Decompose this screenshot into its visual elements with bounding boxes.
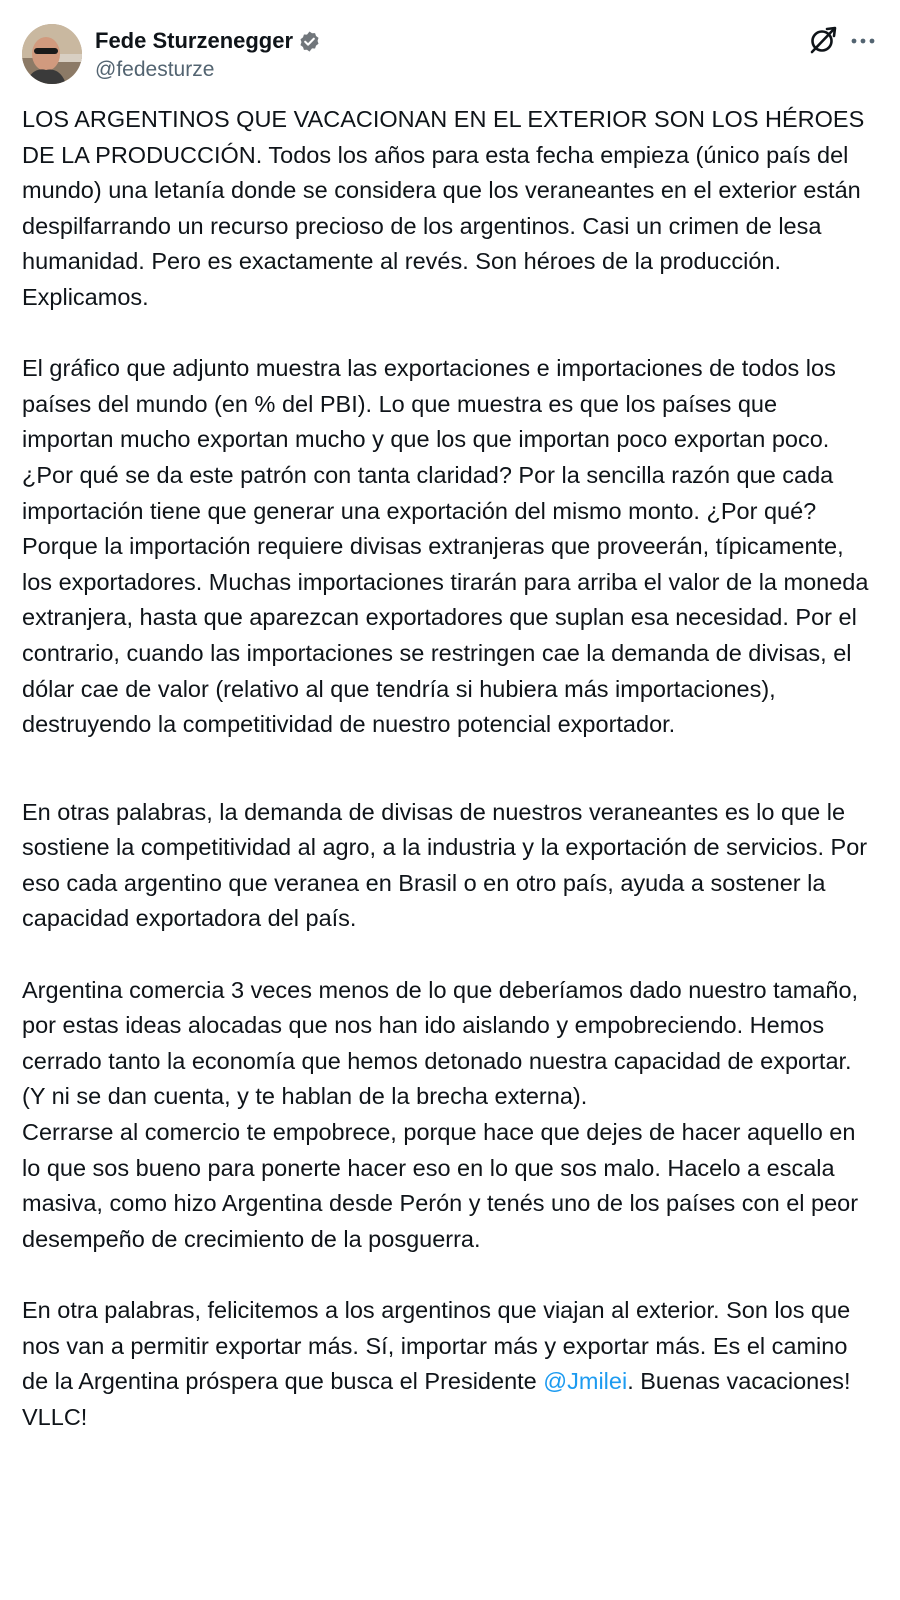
mention-link[interactable]: @Jmilei [543, 1368, 628, 1395]
post-paragraph-1: LOS ARGENTINOS QUE VACACIONAN EN EL EXTERIOR SON LOS HÉROES DE LA PRODUCCIÓN. Todos los años para esta fecha empieza (único país del mundo) una letanía donde se considera que los veraneantes en el exterior están despilfarrando un recurso precioso de los argentinos. Casi un crimen de lesa humanidad. Pero es exactamente al revés. Son héroes de la producción. Explicamos. [22, 106, 865, 310]
paragraph-gap [22, 937, 872, 973]
post-paragraph-6-text: En otra palabras, felicitemos a los argentinos que viajan al exterior. Son los que nos van a permitir exportar más. Sí, importar más y exportar más. Es el camino de la Argentina próspera que busca el Presidente [22, 1297, 851, 1395]
post-paragraph-5: Cerrarse al comercio te empobrece, porque hace que dejes de hacer aquello en lo que sos bueno para ponerte hacer eso en lo que sos malo. Hacelo a escala masiva, como hizo Argentina desde Perón y tenés uno de los países con el peor desempeño de crecimiento de la posguerra. [22, 1119, 859, 1252]
post-text [22, 102, 872, 1435]
post-paragraph-4: Argentina comercia 3 veces menos de lo que deberíamos dado nuestro tamaño, por estas ideas alocadas que nos han ido aislando y empobreciendo. Hemos cerrado tanto la economía que hemos detonado nuestra capacidad de exportar. (Y ni se dan cuenta, y te hablan de la brecha externa). [22, 976, 859, 1110]
more-options-icon[interactable] [848, 26, 878, 56]
avatar-image [22, 24, 82, 84]
author-display-name[interactable]: Fede Sturzenegger [95, 28, 294, 53]
post-header [22, 22, 878, 86]
paragraph-gap [22, 316, 872, 352]
author-block [95, 26, 321, 84]
grok-icon[interactable] [807, 24, 839, 56]
paragraph-gap [22, 1257, 872, 1293]
author-handle[interactable]: @fedesturze [95, 58, 215, 81]
verified-badge-icon[interactable] [298, 30, 321, 53]
paragraph-gap [22, 743, 872, 795]
post-paragraph-3: En otras palabras, la demanda de divisas de nuestros veraneantes es lo que le sostiene la competitividad al agro, a la industria y la exportación de servicios. Por eso cada argentino que veranea en Brasil o en otro país, ayuda a sostener la capacidad exportadora del país. [22, 798, 868, 932]
author-name-row [95, 26, 321, 56]
post-paragraph-2: El gráfico que adjunto muestra las exportaciones e importaciones de todos los países del mundo (en % del PBI). Lo que muestra es que los países que importan mucho exportan mucho y que los que importan poco exportan poco. ¿Por qué se da este patrón con tanta claridad? Por la sencilla razón que cada importación tiene que generar una exportación del mismo monto. ¿Por qué? Porque la importación requiere divisas extranjeras que proveerán, típicamente, los exportadores. Muchas importaciones tirarán para arriba el valor de la moneda extranjera, hasta que aparezcan exportadores que suplan esa necesidad. Por el contrario, cuando las importaciones se restringen cae la demanda de divisas, el dólar cae de valor (relativo al que tendría si hubiera más importaciones), destruyendo la competitividad de nuestro potencial exportador. [22, 355, 869, 738]
post-paragraph-6-end: . Buenas vacaciones! VLLC! [22, 1368, 851, 1430]
post-paragraph-6 [22, 1293, 872, 1435]
avatar[interactable] [22, 24, 82, 84]
